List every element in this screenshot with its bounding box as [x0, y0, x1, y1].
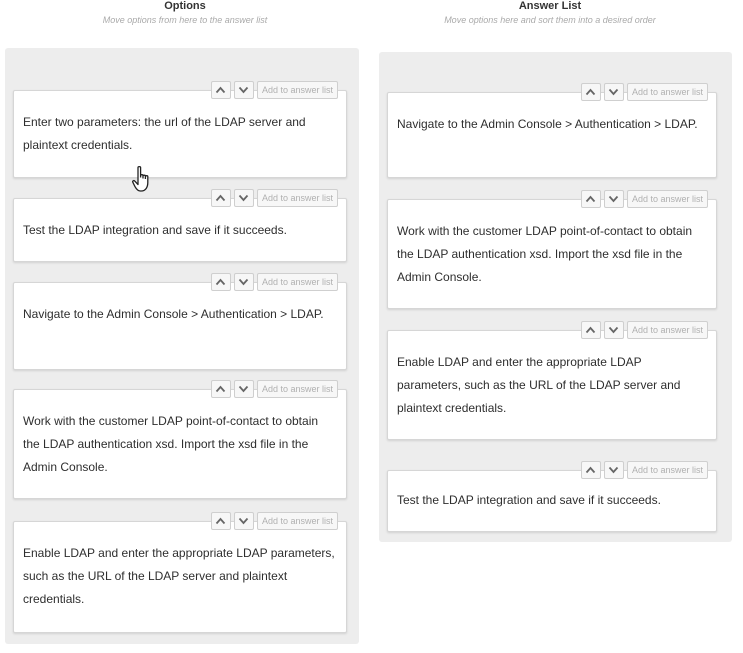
move-up-button[interactable]	[581, 321, 601, 339]
chevron-up-icon	[585, 466, 596, 474]
move-up-button[interactable]	[211, 189, 231, 207]
answer-subtitle: Move options here and sort them into a desired order	[444, 15, 656, 25]
move-down-button[interactable]	[604, 190, 624, 208]
chevron-up-icon	[215, 385, 226, 393]
move-up-button[interactable]	[211, 512, 231, 530]
add-to-answer-list-button[interactable]: Add to answer list	[257, 512, 338, 530]
chevron-down-icon	[238, 517, 249, 525]
card-controls	[581, 83, 708, 101]
chevron-down-icon	[238, 194, 249, 202]
add-to-answer-list-button[interactable]: Add to answer list	[627, 321, 708, 339]
answer-header	[400, 0, 700, 26]
add-to-answer-list-button[interactable]: Add to answer list	[627, 83, 708, 101]
answer-text: Navigate to the Admin Console > Authentication > LDAP.	[397, 117, 698, 131]
card-controls	[211, 81, 338, 99]
chevron-down-icon	[608, 466, 619, 474]
chevron-up-icon	[585, 195, 596, 203]
move-down-button[interactable]	[604, 321, 624, 339]
move-down-button[interactable]	[234, 81, 254, 99]
option-text: Work with the customer LDAP point-of-contact to obtain the LDAP authentication xsd. Import the xsd file in the Admin Console.	[23, 414, 319, 474]
answer-text: Test the LDAP integration and save if it succeeds.	[397, 493, 661, 507]
move-down-button[interactable]	[604, 461, 624, 479]
option-text: Navigate to the Admin Console > Authentication > LDAP.	[23, 307, 324, 321]
add-to-answer-list-button[interactable]: Add to answer list	[257, 189, 338, 207]
chevron-up-icon	[215, 194, 226, 202]
answer-text: Enable LDAP and enter the appropriate LDAP parameters, such as the URL of the LDAP server and plaintext credentials.	[397, 355, 681, 415]
option-card[interactable]	[13, 384, 347, 499]
move-down-button[interactable]	[234, 380, 254, 398]
add-to-answer-list-button[interactable]: Add to answer list	[257, 380, 338, 398]
move-up-button[interactable]	[581, 83, 601, 101]
answer-card[interactable]	[387, 465, 717, 532]
option-card[interactable]	[13, 85, 347, 178]
chevron-down-icon	[608, 195, 619, 203]
add-to-answer-list-button[interactable]: Add to answer list	[257, 81, 338, 99]
chevron-up-icon	[215, 278, 226, 286]
chevron-down-icon	[608, 326, 619, 334]
options-title: Options	[164, 0, 206, 12]
move-up-button[interactable]	[211, 380, 231, 398]
option-text: Enable LDAP and enter the appropriate LDAP parameters, such as the URL of the LDAP server and plaintext credentials.	[23, 546, 335, 606]
chevron-down-icon	[608, 88, 619, 96]
card-controls	[581, 461, 708, 479]
chevron-up-icon	[585, 88, 596, 96]
answer-card[interactable]	[387, 194, 717, 309]
option-card[interactable]	[13, 516, 347, 633]
add-to-answer-list-button[interactable]: Add to answer list	[627, 190, 708, 208]
move-up-button[interactable]	[581, 461, 601, 479]
card-controls	[581, 190, 708, 208]
move-down-button[interactable]	[234, 273, 254, 291]
chevron-up-icon	[215, 517, 226, 525]
move-down-button[interactable]	[234, 189, 254, 207]
option-card[interactable]	[13, 277, 347, 370]
hand-pointer-icon	[131, 165, 155, 195]
move-up-button[interactable]	[211, 273, 231, 291]
move-down-button[interactable]	[234, 512, 254, 530]
card-controls	[581, 321, 708, 339]
card-controls	[211, 380, 338, 398]
answer-panel	[379, 52, 732, 542]
option-text: Enter two parameters: the url of the LDAP server and plaintext credentials.	[23, 115, 306, 152]
options-subtitle: Move options from here to the answer list	[102, 15, 268, 25]
options-panel	[5, 48, 359, 644]
chevron-down-icon	[238, 278, 249, 286]
card-controls	[211, 273, 338, 291]
answer-card[interactable]	[387, 325, 717, 440]
options-header	[40, 0, 330, 26]
chevron-down-icon	[238, 86, 249, 94]
add-to-answer-list-button[interactable]: Add to answer list	[627, 461, 708, 479]
move-up-button[interactable]	[211, 81, 231, 99]
add-to-answer-list-button[interactable]: Add to answer list	[257, 273, 338, 291]
answer-card[interactable]	[387, 87, 717, 178]
card-controls	[211, 512, 338, 530]
card-controls	[211, 189, 338, 207]
move-up-button[interactable]	[581, 190, 601, 208]
answer-text: Work with the customer LDAP point-of-contact to obtain the LDAP authentication xsd. Import the xsd file in the Admin Console.	[397, 224, 693, 284]
move-down-button[interactable]	[604, 83, 624, 101]
option-card[interactable]	[13, 193, 347, 262]
chevron-up-icon	[215, 86, 226, 94]
option-text: Test the LDAP integration and save if it succeeds.	[23, 223, 287, 237]
chevron-up-icon	[585, 326, 596, 334]
answer-title: Answer List	[518, 0, 582, 12]
chevron-down-icon	[238, 385, 249, 393]
